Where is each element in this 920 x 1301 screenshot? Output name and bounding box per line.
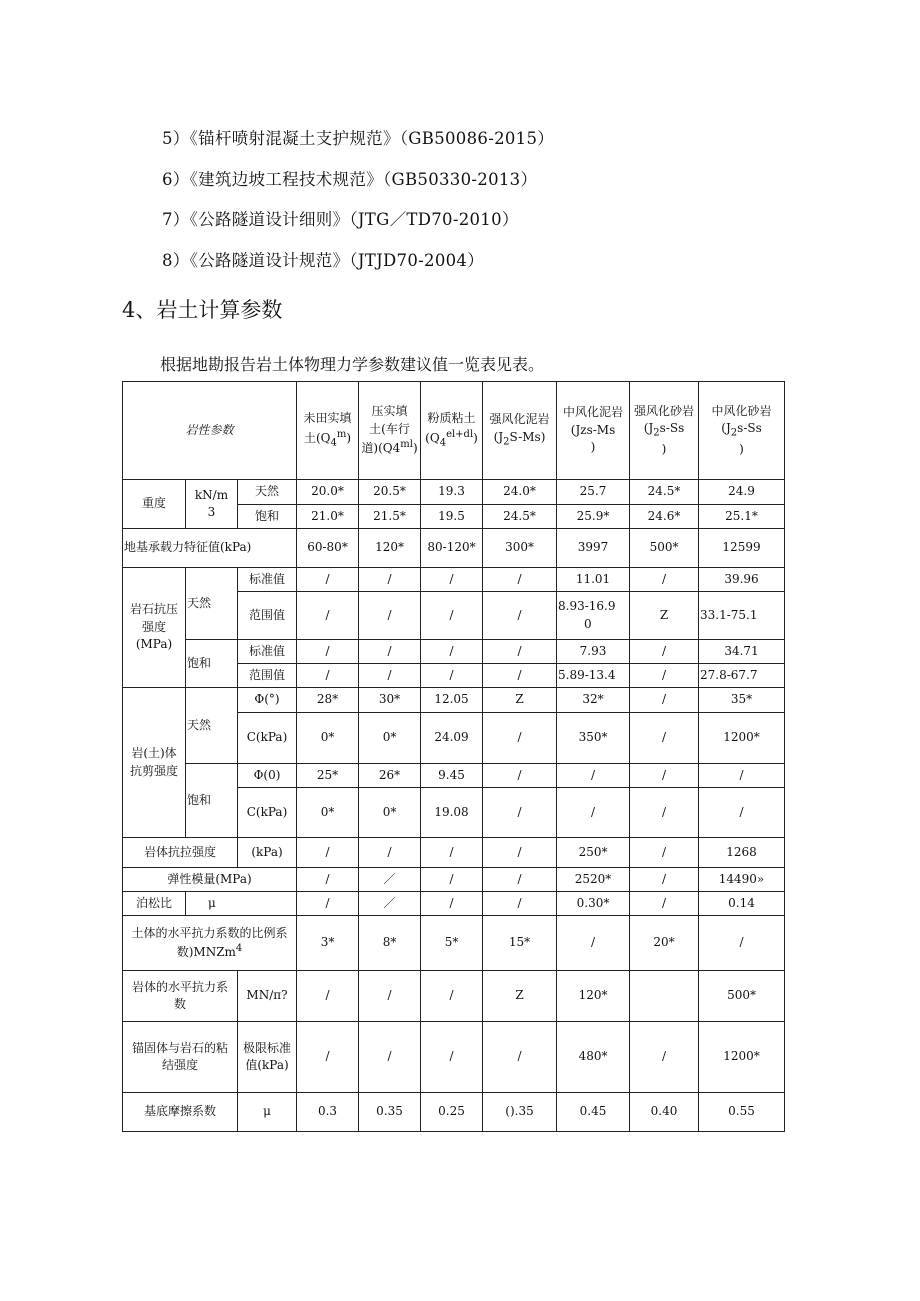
table-cell: / <box>483 1022 557 1093</box>
table-cell: / <box>630 892 699 916</box>
table-cell: 12599 <box>699 529 785 568</box>
shear-label: 岩(土)体 抗剪强度 <box>123 688 186 838</box>
table-cell: / <box>359 592 421 640</box>
table-cell: 1200* <box>699 713 785 764</box>
poisson-label: 泊松比 <box>123 892 186 916</box>
anchor-unit: 极限标准 值(kPa) <box>238 1022 297 1093</box>
table-cell: / <box>483 713 557 764</box>
table-cell: / <box>483 592 557 640</box>
poisson-row <box>123 892 785 916</box>
shear-phi-label: Φ(°) <box>238 688 297 713</box>
table-cell: 0.45 <box>557 1093 630 1132</box>
table-cell: 19.08 <box>421 788 483 838</box>
table-cell: / <box>421 664 483 688</box>
shear-natural-label: 天然 <box>186 688 238 764</box>
table-cell: 0.55 <box>699 1093 785 1132</box>
table-cell: / <box>630 664 699 688</box>
table-cell: 80-120* <box>421 529 483 568</box>
weight-label: 重度 <box>123 480 186 529</box>
header-col-1: 未田实填 土$(Q_4^m)$ <box>297 382 359 480</box>
table-cell: 500* <box>699 971 785 1022</box>
shear-c-label: C(kPa) <box>238 713 297 764</box>
table-cell: / <box>483 764 557 788</box>
header-col-4: 强风化泥岩 $(J_2S-Ms)$ <box>483 382 557 480</box>
table-cell: / <box>359 971 421 1022</box>
intro-paragraph: 根据地勘报告岩土体物理力学参数建议值一览表见表。 <box>160 355 545 374</box>
table-cell: 14490» <box>699 868 785 892</box>
table-cell: 25.1* <box>699 505 785 529</box>
compressive-natural-label: 天然 <box>186 568 238 640</box>
table-cell: / <box>421 1022 483 1093</box>
table-cell: 0* <box>297 713 359 764</box>
table-cell: / <box>359 838 421 868</box>
table-cell: 60-80* <box>297 529 359 568</box>
table-cell: 3997 <box>557 529 630 568</box>
table-cell: / <box>359 640 421 664</box>
soil-lateral-row <box>123 916 785 971</box>
table-cell: 120* <box>359 529 421 568</box>
bearing-row <box>123 529 785 568</box>
friction-label: 基底摩擦系数 <box>123 1093 238 1132</box>
table-cell: 27.8-67.7 <box>699 664 785 688</box>
table-cell: / <box>630 838 699 868</box>
compressive-std-label: 标准值 <box>238 568 297 592</box>
table-cell: / <box>297 971 359 1022</box>
compressive-range-label: 范围值 <box>238 592 297 640</box>
table-cell: / <box>297 664 359 688</box>
table-cell: 25.7 <box>557 480 630 505</box>
table-cell: 24.0* <box>483 480 557 505</box>
table-cell: / <box>483 664 557 688</box>
tensile-label: 岩体抗拉强度 <box>123 838 238 868</box>
table-cell: / <box>297 892 359 916</box>
shear-c-label: C(kPa) <box>238 788 297 838</box>
table-cell: / <box>630 568 699 592</box>
tensile-unit: (kPa) <box>238 838 297 868</box>
compressive-label: 岩石抗压 强度(MPa) <box>123 568 186 688</box>
table-cell: / <box>630 764 699 788</box>
table-cell: 24.09 <box>421 713 483 764</box>
table-cell: / <box>699 764 785 788</box>
table-cell: / <box>359 1022 421 1093</box>
table-cell: 11.01 <box>557 568 630 592</box>
elastic-row <box>123 868 785 892</box>
table-cell: 24.6* <box>630 505 699 529</box>
table-cell: 2520* <box>557 868 630 892</box>
table-cell: / <box>297 838 359 868</box>
table-cell: / <box>483 892 557 916</box>
table-cell: 12.05 <box>421 688 483 713</box>
shear-phi-label: Φ(0) <box>238 764 297 788</box>
compressive-saturated-label: 饱和 <box>186 640 238 688</box>
table-cell: 1268 <box>699 838 785 868</box>
table-cell: 0* <box>359 713 421 764</box>
table-cell: / <box>630 868 699 892</box>
table-cell: 120* <box>557 971 630 1022</box>
table-cell: 20* <box>630 916 699 971</box>
table-cell: Z <box>483 971 557 1022</box>
standard-item-7: 7）《公路隧道设计细则》（JTG／TD70-2010） <box>162 210 519 229</box>
table-cell: 25* <box>297 764 359 788</box>
parameter-table <box>122 381 785 1132</box>
table-cell: 350* <box>557 713 630 764</box>
weight-natural-row <box>123 480 785 505</box>
compressive-range-label: 范围值 <box>238 664 297 688</box>
table-cell: 9.45 <box>421 764 483 788</box>
table-cell: 19.5 <box>421 505 483 529</box>
friction-row <box>123 1093 785 1132</box>
table-cell: / <box>421 971 483 1022</box>
table-cell: / <box>421 640 483 664</box>
table-cell: / <box>557 788 630 838</box>
table-cell: 480* <box>557 1022 630 1093</box>
table-cell: / <box>483 640 557 664</box>
table-cell: / <box>297 1022 359 1093</box>
table-cell: / <box>630 640 699 664</box>
table-cell: 8.93-16.9 0 <box>557 592 630 640</box>
rock-lateral-label: 岩体的水平抗力系 数 <box>123 971 238 1022</box>
table-cell: 1200* <box>699 1022 785 1093</box>
table-cell: / <box>359 568 421 592</box>
table-cell: / <box>421 592 483 640</box>
table-cell: / <box>483 838 557 868</box>
table-cell: / <box>421 838 483 868</box>
table-cell: 20.5* <box>359 480 421 505</box>
shear-saturated-phi-row <box>123 764 785 788</box>
table-cell: 0* <box>359 788 421 838</box>
table-cell: Z <box>483 688 557 713</box>
table-cell: / <box>630 688 699 713</box>
section-title: 4、岩土计算参数 <box>122 298 283 322</box>
elastic-label: 弹性模量(MPa) <box>123 868 297 892</box>
table-cell: / <box>630 713 699 764</box>
weight-unit: kN/m 3 <box>186 480 238 529</box>
table-cell: / <box>359 664 421 688</box>
table-cell: 8* <box>359 916 421 971</box>
table-cell: / <box>630 788 699 838</box>
compressive-natural-std-row <box>123 568 785 592</box>
table-cell: ().35 <box>483 1093 557 1132</box>
table-cell: 33.1-75.1 <box>699 592 785 640</box>
table-cell: 7.93 <box>557 640 630 664</box>
rock-lateral-row <box>123 971 785 1022</box>
table-cell: ／ <box>359 892 421 916</box>
table-cell: / <box>421 868 483 892</box>
table-cell: 19.3 <box>421 480 483 505</box>
rock-lateral-unit: MN∕π? <box>238 971 297 1022</box>
table-cell: 500* <box>630 529 699 568</box>
table-cell: 30* <box>359 688 421 713</box>
weight-saturated-label: 饱和 <box>238 505 297 529</box>
table-cell: 34.71 <box>699 640 785 664</box>
table-cell: / <box>557 764 630 788</box>
table-cell: 24.9 <box>699 480 785 505</box>
header-col-7: 中风化砂岩 ($J_2s-Ss$ ) <box>699 382 785 480</box>
table-cell: / <box>297 868 359 892</box>
table-cell: 20.0* <box>297 480 359 505</box>
standard-item-5: 5）《锚杆喷射混凝土支护规范》（GB50086-2015） <box>162 129 555 148</box>
table-cell: 28* <box>297 688 359 713</box>
table-cell: / <box>297 568 359 592</box>
table-cell: 3* <box>297 916 359 971</box>
table-cell: 24.5* <box>630 480 699 505</box>
table-cell: / <box>557 916 630 971</box>
table-cell: 25.9* <box>557 505 630 529</box>
tensile-row <box>123 838 785 868</box>
anchor-row <box>123 1022 785 1093</box>
table-cell: 0.14 <box>699 892 785 916</box>
standard-item-8: 8）《公路隧道设计规范》（JTJD70-2004） <box>162 251 485 270</box>
table-cell: 0.3 <box>297 1093 359 1132</box>
bearing-label: 地基承载力特征值(kPa) <box>123 529 297 568</box>
table-cell <box>630 971 699 1022</box>
table-cell: 24.5* <box>483 505 557 529</box>
table-cell: 5* <box>421 916 483 971</box>
table-cell: 0.25 <box>421 1093 483 1132</box>
table-cell: / <box>483 868 557 892</box>
table-cell: 0.30* <box>557 892 630 916</box>
table-cell: / <box>699 788 785 838</box>
header-row <box>123 382 785 480</box>
table-cell: 26* <box>359 764 421 788</box>
table-cell: 21.0* <box>297 505 359 529</box>
weight-natural-label: 天然 <box>238 480 297 505</box>
table-cell: 5.89-13.4 <box>557 664 630 688</box>
table-cell: 32* <box>557 688 630 713</box>
table-cell: 300* <box>483 529 557 568</box>
anchor-label: 锚固体与岩石的粘 结强度 <box>123 1022 238 1093</box>
table-cell: / <box>483 788 557 838</box>
table-cell: / <box>297 592 359 640</box>
header-col-2: 压实填 土(车行 道)$(Q4^{ml})$ <box>359 382 421 480</box>
table-cell: 15* <box>483 916 557 971</box>
table-cell: 0.35 <box>359 1093 421 1132</box>
standard-item-6: 6）《建筑边坡工程技术规范》（GB50330-2013） <box>162 170 538 189</box>
table-cell: 35* <box>699 688 785 713</box>
table-cell: 21.5* <box>359 505 421 529</box>
friction-unit: μ <box>238 1093 297 1132</box>
shear-saturated-label: 饱和 <box>186 764 238 838</box>
soil-lateral-label: 土体的水平抗力系数的比例系 数)MNZm$^4$ <box>123 916 297 971</box>
table-cell: 0.40 <box>630 1093 699 1132</box>
table-cell: Z <box>630 592 699 640</box>
header-corner: 岩性参数 <box>123 382 297 480</box>
poisson-unit: μ <box>186 892 297 916</box>
table-cell: / <box>421 568 483 592</box>
table-cell: / <box>297 640 359 664</box>
table-cell: ／ <box>359 868 421 892</box>
table-cell: / <box>630 1022 699 1093</box>
shear-natural-phi-row <box>123 688 785 713</box>
table-cell: 250* <box>557 838 630 868</box>
table-cell: 39.96 <box>699 568 785 592</box>
table-cell: / <box>699 916 785 971</box>
header-col-3: 粉质粘土 $(Q_4^{el+dl})$ <box>421 382 483 480</box>
table-cell: / <box>483 568 557 592</box>
header-col-6: 强风化砂岩 ($J_2s-Ss$ ) <box>630 382 699 480</box>
table-cell: 0* <box>297 788 359 838</box>
header-col-5: 中风化泥岩 (Jzs-Ms ) <box>557 382 630 480</box>
compressive-std-label: 标准值 <box>238 640 297 664</box>
table-cell: / <box>421 892 483 916</box>
compressive-saturated-std-row <box>123 640 785 664</box>
